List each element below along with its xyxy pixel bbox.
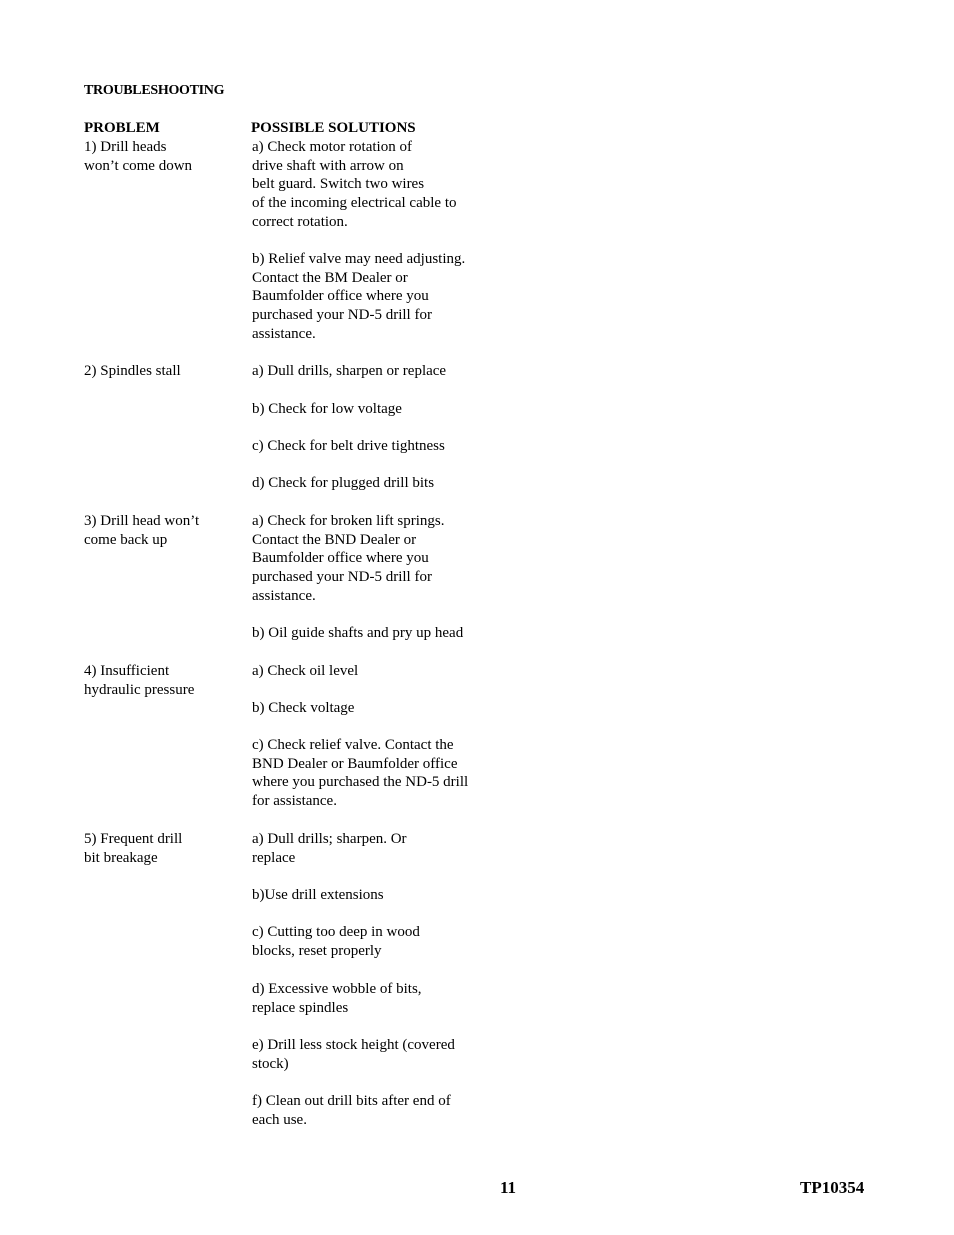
solution-3a: a) Check for broken lift springs. Contact the BND Dealer or Baumfolder office where you purchased your ND-5 drill for assistance. [252, 513, 445, 604]
problem-5: 5) Frequent drill bit breakage [84, 831, 183, 866]
problem-3: 3) Drill head won’t come back up [84, 513, 200, 548]
solution-2d: d) Check for plugged drill bits [252, 475, 435, 491]
solution-5c: c) Cutting too deep in wood blocks, reset properly [252, 924, 420, 959]
solution-2b: b) Check for low voltage [252, 401, 402, 417]
solution-5f: f) Clean out drill bits after end of each use. [252, 1093, 451, 1128]
problem-2: 2) Spindles stall [84, 363, 181, 379]
solution-5e: e) Drill less stock height (covered stock) [252, 1037, 455, 1072]
solution-5b: b)Use drill extensions [252, 887, 384, 903]
solution-5a: a) Dull drills; sharpen. Or replace [252, 831, 407, 866]
problem-1: 1) Drill heads won’t come down [84, 139, 193, 174]
section-title: TROUBLESHOOTING [84, 83, 225, 98]
solution-4b: b) Check voltage [252, 700, 355, 716]
document-code: TP10354 [800, 1178, 865, 1197]
page-number: 11 [500, 1178, 517, 1197]
solution-2c: c) Check for belt drive tightness [252, 438, 445, 454]
solution-1b: b) Relief valve may need adjusting. Contact the BM Dealer or Baumfolder office where you purchased your ND-5 drill for assistance. [252, 251, 466, 342]
solution-4c: c) Check relief valve. Contact the BND Dealer or Baumfolder office where you purchased the ND-5 drill for assistance. [252, 737, 469, 810]
solution-4a: a) Check oil level [252, 663, 359, 679]
solution-3b: b) Oil guide shafts and pry up head [252, 625, 464, 641]
solution-1a: a) Check motor rotation of drive shaft with arrow on belt guard. Switch two wires of the incoming electrical cable to correct rotation. [252, 139, 457, 230]
problem-4: 4) Insufficient hydraulic pressure [84, 663, 195, 698]
solution-5d: d) Excessive wobble of bits, replace spindles [252, 981, 422, 1016]
problem-column-header: PROBLEM [84, 120, 160, 136]
solutions-column-header: POSSIBLE SOLUTIONS [251, 120, 416, 136]
solution-2a: a) Dull drills, sharpen or replace [252, 363, 447, 379]
